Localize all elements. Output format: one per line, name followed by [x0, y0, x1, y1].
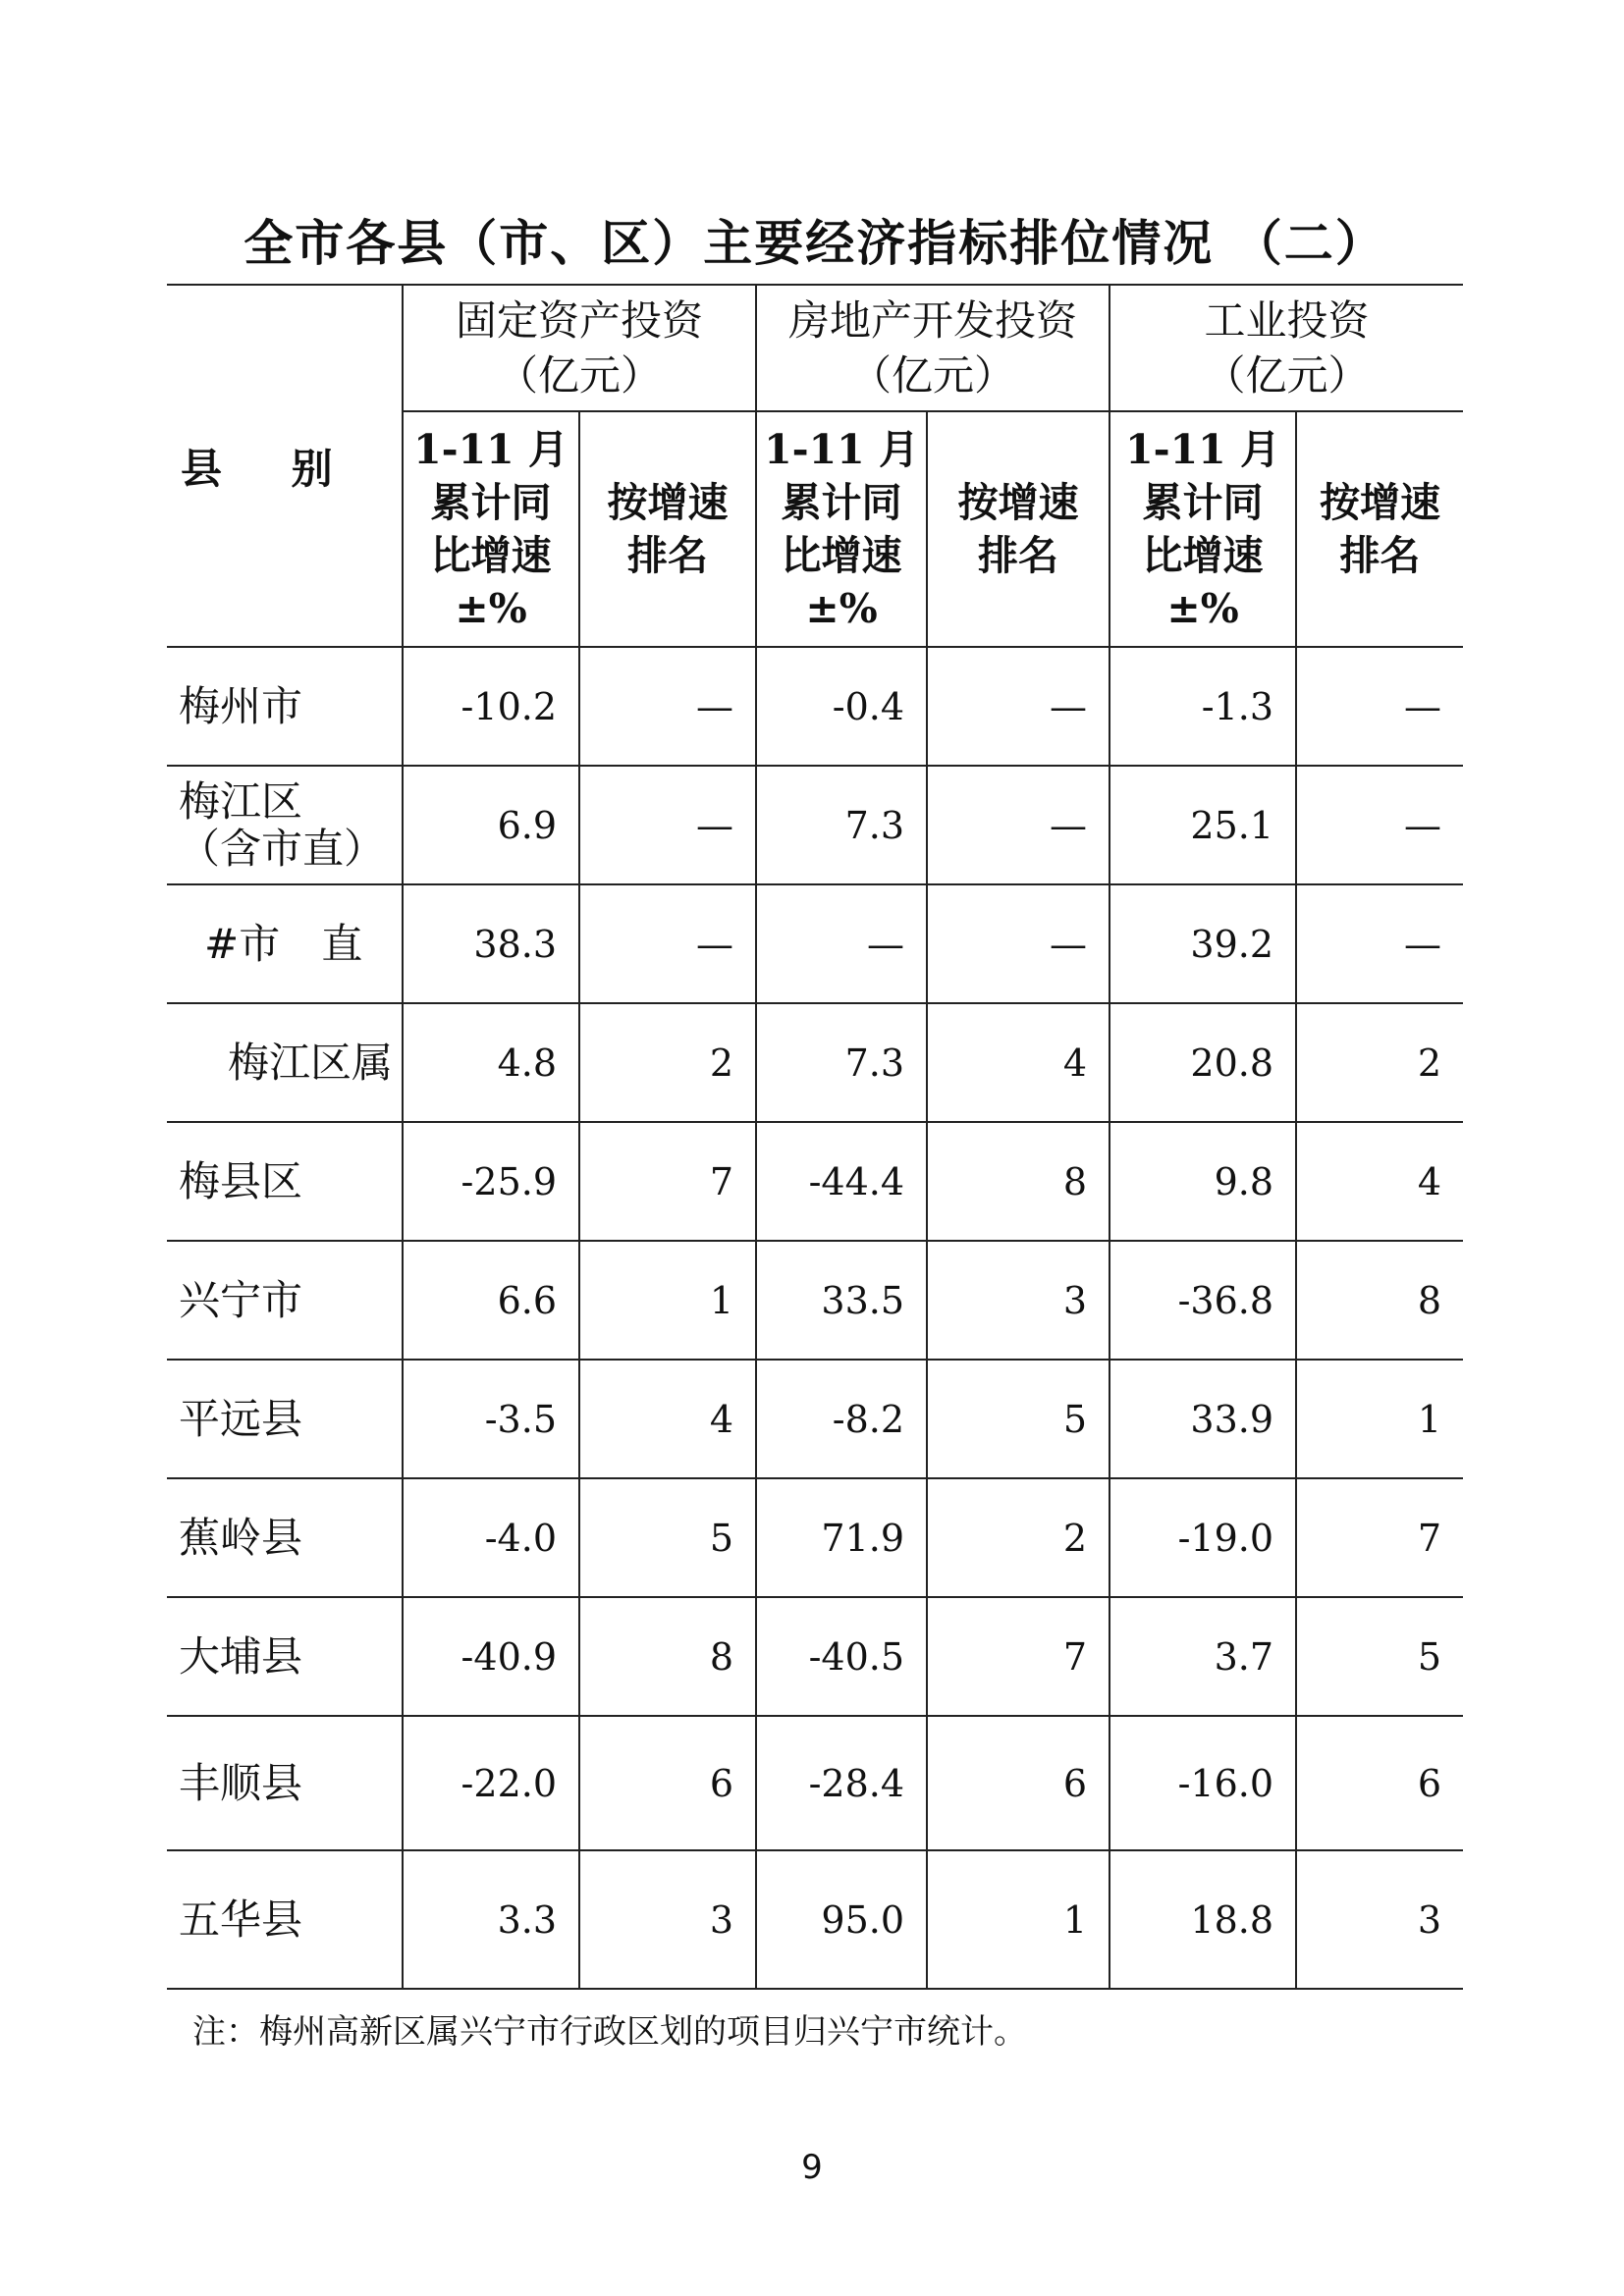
sub-header-growth: [756, 411, 927, 647]
county-column-header: 县 别: [167, 285, 403, 647]
table-row: [167, 766, 1463, 884]
cell-value: 3.7: [1110, 1597, 1296, 1716]
cell-value: 3: [927, 1241, 1110, 1360]
group-header-fixed-asset: [403, 285, 756, 411]
cell-value: -28.4: [756, 1716, 927, 1850]
row-name-line2: （含市直）: [179, 824, 386, 873]
cell-value: -4.0: [403, 1478, 579, 1597]
sub-header-growth: [403, 411, 579, 647]
group-unit: （亿元）: [850, 350, 1016, 400]
table-row: [167, 1003, 1463, 1122]
cell-value: 3: [579, 1850, 756, 1989]
sub-header-rank: [1296, 411, 1463, 647]
table-row: [167, 1716, 1463, 1850]
cell-value: -16.0: [1110, 1716, 1296, 1850]
table-row: [167, 647, 1463, 766]
sub-header-line: 排名: [1339, 532, 1421, 579]
cell-value: -19.0: [1110, 1478, 1296, 1597]
row-name-line1: 梅江区: [179, 776, 303, 826]
group-unit: （亿元）: [1204, 350, 1370, 400]
cell-value: 7.3: [756, 766, 927, 884]
sub-header-rank: [579, 411, 756, 647]
cell-value: 7: [1296, 1478, 1463, 1597]
sub-header-line: 按增速: [607, 479, 729, 526]
cell-value: —: [579, 647, 756, 766]
cell-value: 6.6: [403, 1241, 579, 1360]
table-row: [167, 1360, 1463, 1478]
footnote: 注：梅州高新区属兴宁市行政区划的项目归兴宁市统计。: [192, 2012, 1027, 2052]
cell-value: 39.2: [1110, 884, 1296, 1003]
table-row: [167, 1122, 1463, 1241]
row-name: 兴宁市: [167, 1241, 403, 1360]
cell-value: —: [927, 766, 1110, 884]
sub-header-line: 累计同: [430, 479, 552, 526]
cell-value: —: [1296, 884, 1463, 1003]
cell-value: —: [927, 647, 1110, 766]
cell-value: 5: [1296, 1597, 1463, 1716]
row-name: 丰顺县: [167, 1716, 403, 1850]
row-name: 大埔县: [167, 1597, 403, 1716]
sub-header-line: ±%: [455, 585, 527, 632]
row-name: 梅县区: [167, 1122, 403, 1241]
sub-header-line: ±%: [805, 585, 878, 632]
row-name: 蕉岭县: [167, 1478, 403, 1597]
cell-value: 5: [927, 1360, 1110, 1478]
cell-value: -40.5: [756, 1597, 927, 1716]
cell-value: 4: [927, 1003, 1110, 1122]
page-title: 全市各县（市、区）主要经济指标排位情况 （二）: [244, 215, 1386, 272]
cell-value: 1: [927, 1850, 1110, 1989]
cell-value: 33.5: [756, 1241, 927, 1360]
cell-value: -40.9: [403, 1597, 579, 1716]
cell-value: 6: [927, 1716, 1110, 1850]
row-name: 梅州市: [167, 647, 403, 766]
header-row-groups: [167, 285, 1463, 411]
table-row: [167, 1478, 1463, 1597]
table-row: [167, 1597, 1463, 1716]
cell-value: 38.3: [403, 884, 579, 1003]
cell-value: —: [579, 766, 756, 884]
cell-value: 18.8: [1110, 1850, 1296, 1989]
cell-value: -10.2: [403, 647, 579, 766]
cell-value: 4.8: [403, 1003, 579, 1122]
cell-value: 7: [579, 1122, 756, 1241]
sub-header-line: 比增速: [430, 532, 552, 579]
group-name: 工业投资: [1204, 295, 1370, 345]
row-name: 梅江区属: [167, 1003, 403, 1122]
group-header-industrial: [1110, 285, 1463, 411]
sub-header-line: 排名: [627, 532, 708, 579]
sub-header-line: 比增速: [781, 532, 902, 579]
cell-value: -3.5: [403, 1360, 579, 1478]
cell-value: 1: [1296, 1360, 1463, 1478]
sub-header-line: 比增速: [1142, 532, 1264, 579]
cell-value: 2: [927, 1478, 1110, 1597]
cell-value: 4: [1296, 1122, 1463, 1241]
cell-value: 6.9: [403, 766, 579, 884]
cell-value: 2: [1296, 1003, 1463, 1122]
cell-value: 3: [1296, 1850, 1463, 1989]
cell-value: -36.8: [1110, 1241, 1296, 1360]
row-name: #市 直: [167, 884, 403, 1003]
cell-value: -25.9: [403, 1122, 579, 1241]
cell-value: 9.8: [1110, 1122, 1296, 1241]
cell-value: 95.0: [756, 1850, 927, 1989]
sub-header-line: 按增速: [1320, 479, 1441, 526]
cell-value: —: [1296, 766, 1463, 884]
group-name: 固定资产投资: [456, 295, 704, 345]
cell-value: -1.3: [1110, 647, 1296, 766]
cell-value: -22.0: [403, 1716, 579, 1850]
group-header-real-estate: [756, 285, 1110, 411]
cell-value: 33.9: [1110, 1360, 1296, 1478]
cell-value: 71.9: [756, 1478, 927, 1597]
sub-header-growth: [1110, 411, 1296, 647]
row-name: 五华县: [167, 1850, 403, 1989]
indicator-table: [167, 284, 1463, 1990]
cell-value: —: [927, 884, 1110, 1003]
sub-header-line: 1-11 月: [1125, 426, 1280, 473]
cell-value: 8: [927, 1122, 1110, 1241]
sub-header-line: 累计同: [1142, 479, 1264, 526]
cell-value: 4: [579, 1360, 756, 1478]
table-row: [167, 1241, 1463, 1360]
cell-value: —: [579, 884, 756, 1003]
cell-value: 6: [579, 1716, 756, 1850]
row-name: 平远县: [167, 1360, 403, 1478]
cell-value: 7: [927, 1597, 1110, 1716]
group-unit: （亿元）: [497, 350, 663, 400]
page-number: 9: [801, 2148, 823, 2187]
cell-value: 8: [1296, 1241, 1463, 1360]
cell-value: -8.2: [756, 1360, 927, 1478]
table-row: [167, 1850, 1463, 1989]
sub-header-rank: [927, 411, 1110, 647]
cell-value: 1: [579, 1241, 756, 1360]
group-name: 房地产开发投资: [788, 295, 1078, 345]
cell-value: 7.3: [756, 1003, 927, 1122]
cell-value: 25.1: [1110, 766, 1296, 884]
cell-value: 20.8: [1110, 1003, 1296, 1122]
cell-value: —: [756, 884, 927, 1003]
sub-header-line: 1-11 月: [764, 426, 919, 473]
sub-header-line: 排名: [978, 532, 1059, 579]
cell-value: 5: [579, 1478, 756, 1597]
cell-value: 6: [1296, 1716, 1463, 1850]
sub-header-line: ±%: [1166, 585, 1239, 632]
cell-value: 8: [579, 1597, 756, 1716]
sub-header-line: 1-11 月: [413, 426, 568, 473]
cell-value: 2: [579, 1003, 756, 1122]
cell-value: —: [1296, 647, 1463, 766]
cell-value: -44.4: [756, 1122, 927, 1241]
sub-header-line: 按增速: [957, 479, 1079, 526]
row-name: [167, 766, 403, 884]
cell-value: -0.4: [756, 647, 927, 766]
cell-value: 3.3: [403, 1850, 579, 1989]
table-row: [167, 884, 1463, 1003]
sub-header-line: 累计同: [781, 479, 902, 526]
